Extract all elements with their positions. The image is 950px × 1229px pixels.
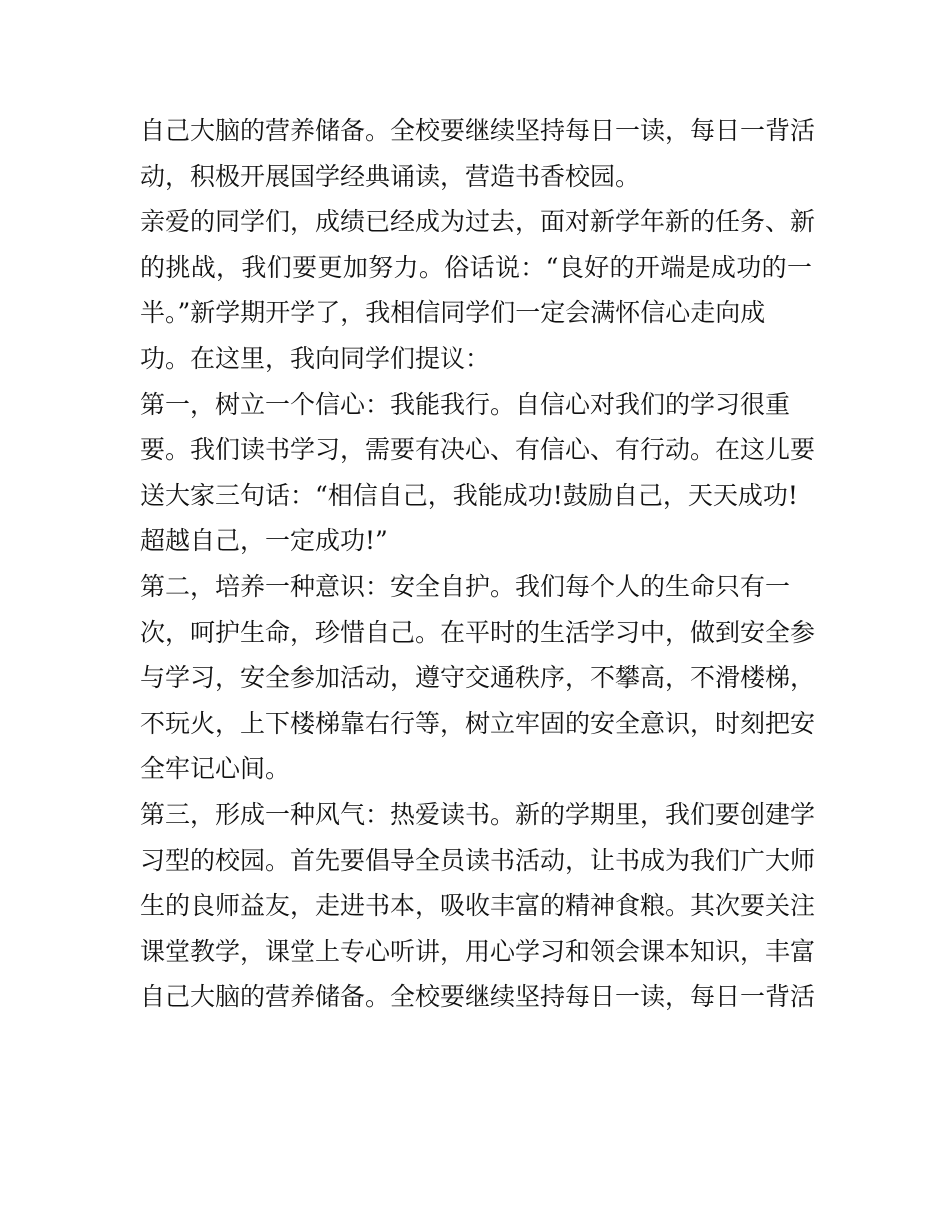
text-line-14: 不玩火，上下楼梯靠右行等，树立牢固的安全意识，时刻把安	[140, 708, 816, 738]
text-line-6: 功。在这里，我向同学们提议：	[140, 343, 491, 373]
text-line-16: 第三，形成一种风气：热爱读书。新的学期里，我们要创建学	[140, 799, 816, 829]
text-line-10: 超越自己，一定成功!”	[140, 526, 388, 556]
text-line-11: 第二，培养一种意识：安全自护。我们每个人的生命只有一	[140, 571, 791, 601]
text-line-13: 与学习，安全参加活动，遵守交通秩序，不攀高，不滑楼梯，	[140, 663, 816, 693]
text-line-9: 送大家三句话：“相信自己，我能成功!鼓励自己，天天成功!	[140, 480, 798, 510]
body-text	[140, 108, 816, 1020]
text-line-12: 次，呵护生命，珍惜自己。在平时的生活学习中，做到安全参	[140, 617, 816, 647]
text-line-17: 习型的校园。首先要倡导全员读书活动，让书成为我们广大师	[140, 845, 816, 875]
text-line-2: 动，积极开展国学经典诵读，营造书香校园。	[140, 161, 641, 191]
text-line-19: 课堂教学，课堂上专心听讲，用心学习和领会课本知识，丰富	[140, 936, 816, 966]
text-line-20: 自己大脑的营养储备。全校要继续坚持每日一读，每日一背活	[140, 982, 816, 1012]
text-line-7: 第一，树立一个信心：我能我行。自信心对我们的学习很重	[140, 389, 791, 419]
text-line-5: 半。”新学期开学了，我相信同学们一定会满怀信心走向成	[140, 298, 766, 328]
text-line-1: 自己大脑的营养储备。全校要继续坚持每日一读，每日一背活	[140, 116, 816, 145]
text-line-18: 生的良师益友，走进书本，吸收丰富的精神食粮。其次要关注	[140, 891, 816, 921]
text-line-3: 亲爱的同学们，成绩已经成为过去，面对新学年新的任务、新	[140, 207, 816, 237]
text-line-4: 的挑战，我们要更加努力。俗话说：“良好的开端是成功的一	[140, 252, 812, 282]
text-line-8: 要。我们读书学习，需要有决心、有信心、有行动。在这儿要	[140, 435, 816, 465]
text-line-15: 全牢记心间。	[140, 754, 291, 784]
